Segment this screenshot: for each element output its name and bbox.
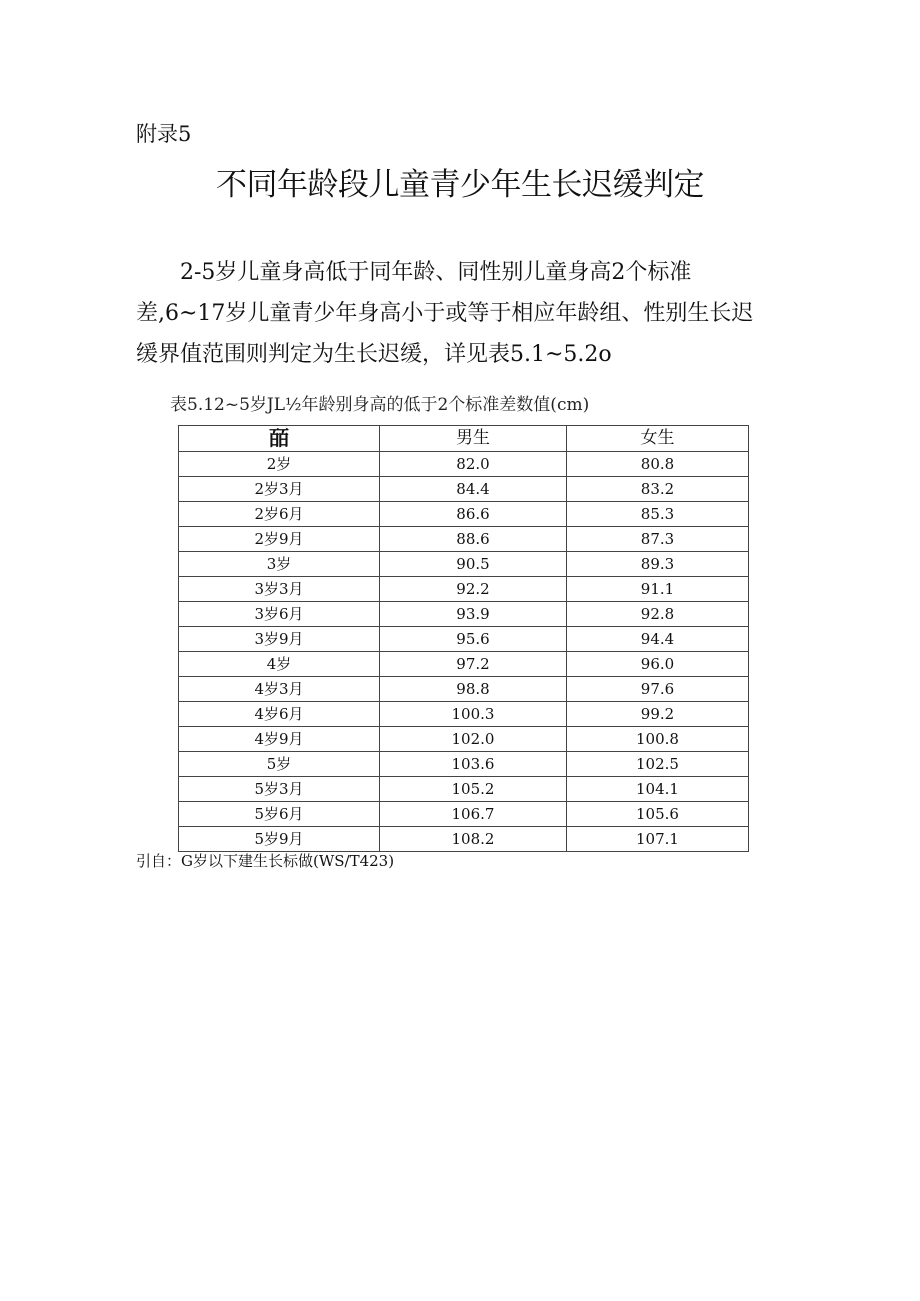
table-row — [179, 802, 749, 827]
table-row — [179, 702, 749, 727]
girls-height-cell: 100.8 — [567, 727, 749, 752]
age-cell: 5岁3月 — [179, 777, 380, 802]
girls-height-cell: 107.1 — [567, 827, 749, 852]
age-cell: 3岁9月 — [179, 627, 380, 652]
body-paragraph — [136, 252, 796, 375]
boys-height-cell: 93.9 — [380, 602, 567, 627]
boys-height-cell: 97.2 — [380, 652, 567, 677]
boys-height-cell: 98.8 — [380, 677, 567, 702]
girls-height-cell: 97.6 — [567, 677, 749, 702]
girls-height-cell: 91.1 — [567, 577, 749, 602]
girls-height-cell: 92.8 — [567, 602, 749, 627]
girls-height-cell: 104.1 — [567, 777, 749, 802]
table-caption: 表5.12~5岁JL½年龄别身高的低于2个标准差数值(cm) — [170, 395, 590, 415]
table-row — [179, 727, 749, 752]
boys-height-cell: 88.6 — [380, 527, 567, 552]
age-cell: 3岁 — [179, 552, 380, 577]
header-girls: 女生 — [567, 426, 749, 452]
table-row — [179, 577, 749, 602]
age-cell: 2岁6月 — [179, 502, 380, 527]
table-row — [179, 627, 749, 652]
age-cell: 2岁9月 — [179, 527, 380, 552]
boys-height-cell: 102.0 — [380, 727, 567, 752]
table-row — [179, 527, 749, 552]
boys-height-cell: 86.6 — [380, 502, 567, 527]
age-cell: 5岁6月 — [179, 802, 380, 827]
age-cell: 5岁9月 — [179, 827, 380, 852]
boys-height-cell: 105.2 — [380, 777, 567, 802]
table-row — [179, 552, 749, 577]
paragraph-line-3: 缓界值范围则判定为生长迟缓，详见表5.1~5.2o — [136, 342, 612, 367]
table-row — [179, 652, 749, 677]
appendix-label: 附录5 — [136, 122, 192, 146]
header-age: 皕 — [179, 426, 380, 452]
girls-height-cell: 87.3 — [567, 527, 749, 552]
age-cell: 5岁 — [179, 752, 380, 777]
page-title: 不同年龄段儿童青少年生长迟缓判定 — [216, 167, 704, 203]
table-row — [179, 452, 749, 477]
table-row — [179, 477, 749, 502]
boys-height-cell: 103.6 — [380, 752, 567, 777]
paragraph-line-1: 2-5岁儿童身高低于同年龄、同性别儿童身高2个标准 — [180, 260, 692, 285]
header-boys: 男生 — [380, 426, 567, 452]
age-cell: 2岁3月 — [179, 477, 380, 502]
table-row — [179, 827, 749, 852]
girls-height-cell: 96.0 — [567, 652, 749, 677]
boys-height-cell: 92.2 — [380, 577, 567, 602]
age-cell: 3岁6月 — [179, 602, 380, 627]
boys-height-cell: 84.4 — [380, 477, 567, 502]
age-cell: 2岁 — [179, 452, 380, 477]
girls-height-cell: 99.2 — [567, 702, 749, 727]
table-row — [179, 777, 749, 802]
girls-height-cell: 94.4 — [567, 627, 749, 652]
boys-height-cell: 95.6 — [380, 627, 567, 652]
boys-height-cell: 82.0 — [380, 452, 567, 477]
table-header-row — [179, 426, 749, 452]
table-row — [179, 502, 749, 527]
girls-height-cell: 89.3 — [567, 552, 749, 577]
table-row — [179, 602, 749, 627]
age-cell: 4岁3月 — [179, 677, 380, 702]
girls-height-cell: 105.6 — [567, 802, 749, 827]
girls-height-cell: 80.8 — [567, 452, 749, 477]
source-note: 引自：G岁以下建生长标做(WS/T423) — [136, 852, 395, 870]
girls-height-cell: 102.5 — [567, 752, 749, 777]
age-cell: 3岁3月 — [179, 577, 380, 602]
boys-height-cell: 108.2 — [380, 827, 567, 852]
boys-height-cell: 90.5 — [380, 552, 567, 577]
table-body — [179, 452, 749, 852]
girls-height-cell: 83.2 — [567, 477, 749, 502]
boys-height-cell: 106.7 — [380, 802, 567, 827]
age-cell: 4岁9月 — [179, 727, 380, 752]
table-row — [179, 677, 749, 702]
height-threshold-table — [178, 425, 749, 852]
boys-height-cell: 100.3 — [380, 702, 567, 727]
table-row — [179, 752, 749, 777]
age-cell: 4岁 — [179, 652, 380, 677]
age-cell: 4岁6月 — [179, 702, 380, 727]
paragraph-line-2: 差,6~17岁儿童青少年身高小于或等于相应年龄组、性别生长迟 — [136, 301, 754, 326]
girls-height-cell: 85.3 — [567, 502, 749, 527]
